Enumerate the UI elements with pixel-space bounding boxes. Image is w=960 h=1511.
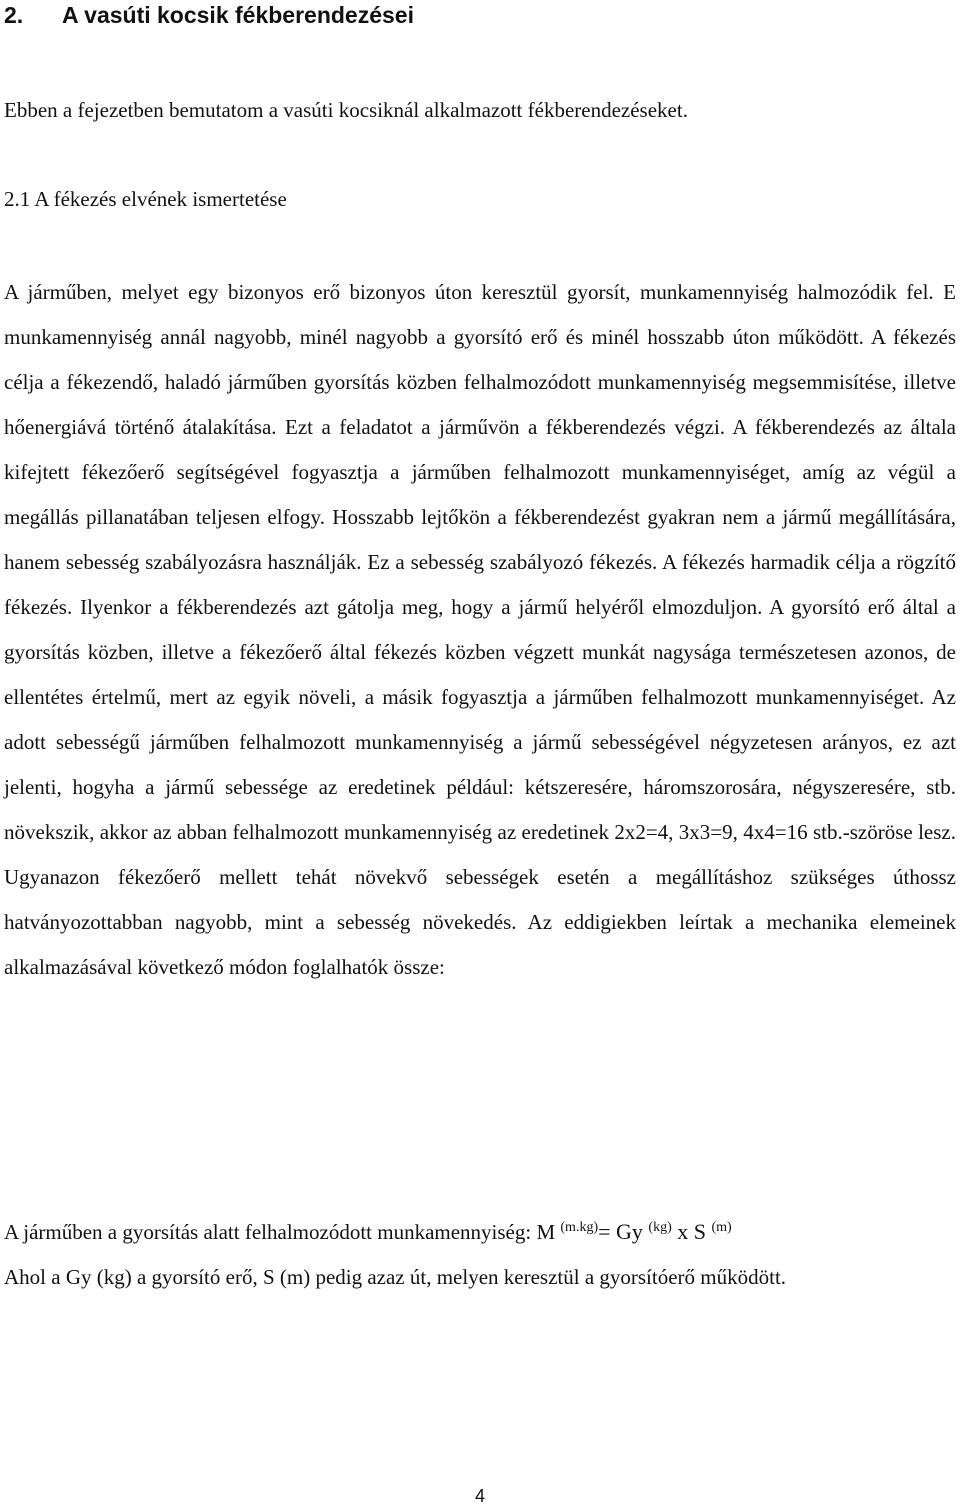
formula-times: x S bbox=[671, 1219, 712, 1244]
section-heading: 2.1 A fékezés elvének ismertetése bbox=[4, 187, 287, 211]
page-number: 4 bbox=[474, 1486, 485, 1506]
formula-line bbox=[4, 1217, 732, 1247]
formula-unit-m: (m.kg) bbox=[560, 1220, 599, 1235]
chapter-heading bbox=[4, 0, 414, 30]
body-paragraph: A járműben, melyet egy bizonyos erő bizonyos úton keresztül gyorsít, munkamennyiség halmozódik fel. E munkamennyiség annál nagyobb, minél nagyobb a gyorsító erő és minél hosszabb úton működött. A fékezés célja a fékezendő, haladó járműben gyorsítás közben felhalmozódott munkamennyiség megsemmisítése, illetve hőenergiává történő átalakítása. Ezt a feladatot a járművön a fékberendezés végzi. A fékberendezés az általa kifejtett fékezőerő segítségével fogyasztja a járműben felhalmozott munkamennyiséget, amíg az végül a megállás pillanatában teljesen elfogy. Hosszabb lejtőkön a fékberendezést gyakran nem a jármű megállítására, hanem sebesség szabályozásra használják. Ez a sebesség szabályozó fékezés. A fékezés harmadik célja a rögzítő fékezés. Ilyenkor a fékberendezés azt gátolja meg, hogy a jármű helyéről elmozduljon. A gyorsító erő által a gyorsítás közben, illetve a fékezőerő által fékezés közben végzett munkát nagysága természetesen azonos, de ellentétes értelmű, mert az egyik növeli, a másik fogyasztja a járműben felhalmozott munkamennyiséget. Az adott sebességű járműben felhalmozott munkamennyiség a jármű sebességével négyzetesen arányos, ez azt jelenti, hogyha a jármű sebessége az eredetinek például: kétszeresére, háromszorosára, négyszeresére, stb. növekszik, akkor az abban felhalmozott munkamennyiség az eredetinek 2x2=4, 3x3=9, 4x4=16 stb.-szöröse lesz. Ugyanazon fékezőerő mellett tehát növekvő sebességek esetén a megállításhoz szükséges úthossz hatványozottabban nagyobb, mint a sebesség növekedés. Az eddigiekben leírtak a mechanika elemeinek alkalmazásával következő módon foglalhatók össze: bbox=[4, 280, 956, 979]
explanation-paragraph: Ahol a Gy (kg) a gyorsító erő, S (m) pedig azaz út, melyen keresztül a gyorsítóerő működött. bbox=[4, 1265, 787, 1289]
formula-unit-gy: (kg) bbox=[648, 1220, 672, 1235]
formula-lead: A járműben a gyorsítás alatt felhalmozódott munkamennyiség: M bbox=[4, 1220, 561, 1244]
chapter-title: A vasúti kocsik fékberendezései bbox=[62, 2, 414, 28]
chapter-number: 2. bbox=[4, 2, 24, 28]
intro-paragraph: Ebben a fejezetben bemutatom a vasúti kocsiknál alkalmazott fékberendezéseket. bbox=[4, 98, 688, 122]
formula-equals: = Gy bbox=[598, 1219, 649, 1244]
formula-unit-s: (m) bbox=[711, 1220, 732, 1235]
